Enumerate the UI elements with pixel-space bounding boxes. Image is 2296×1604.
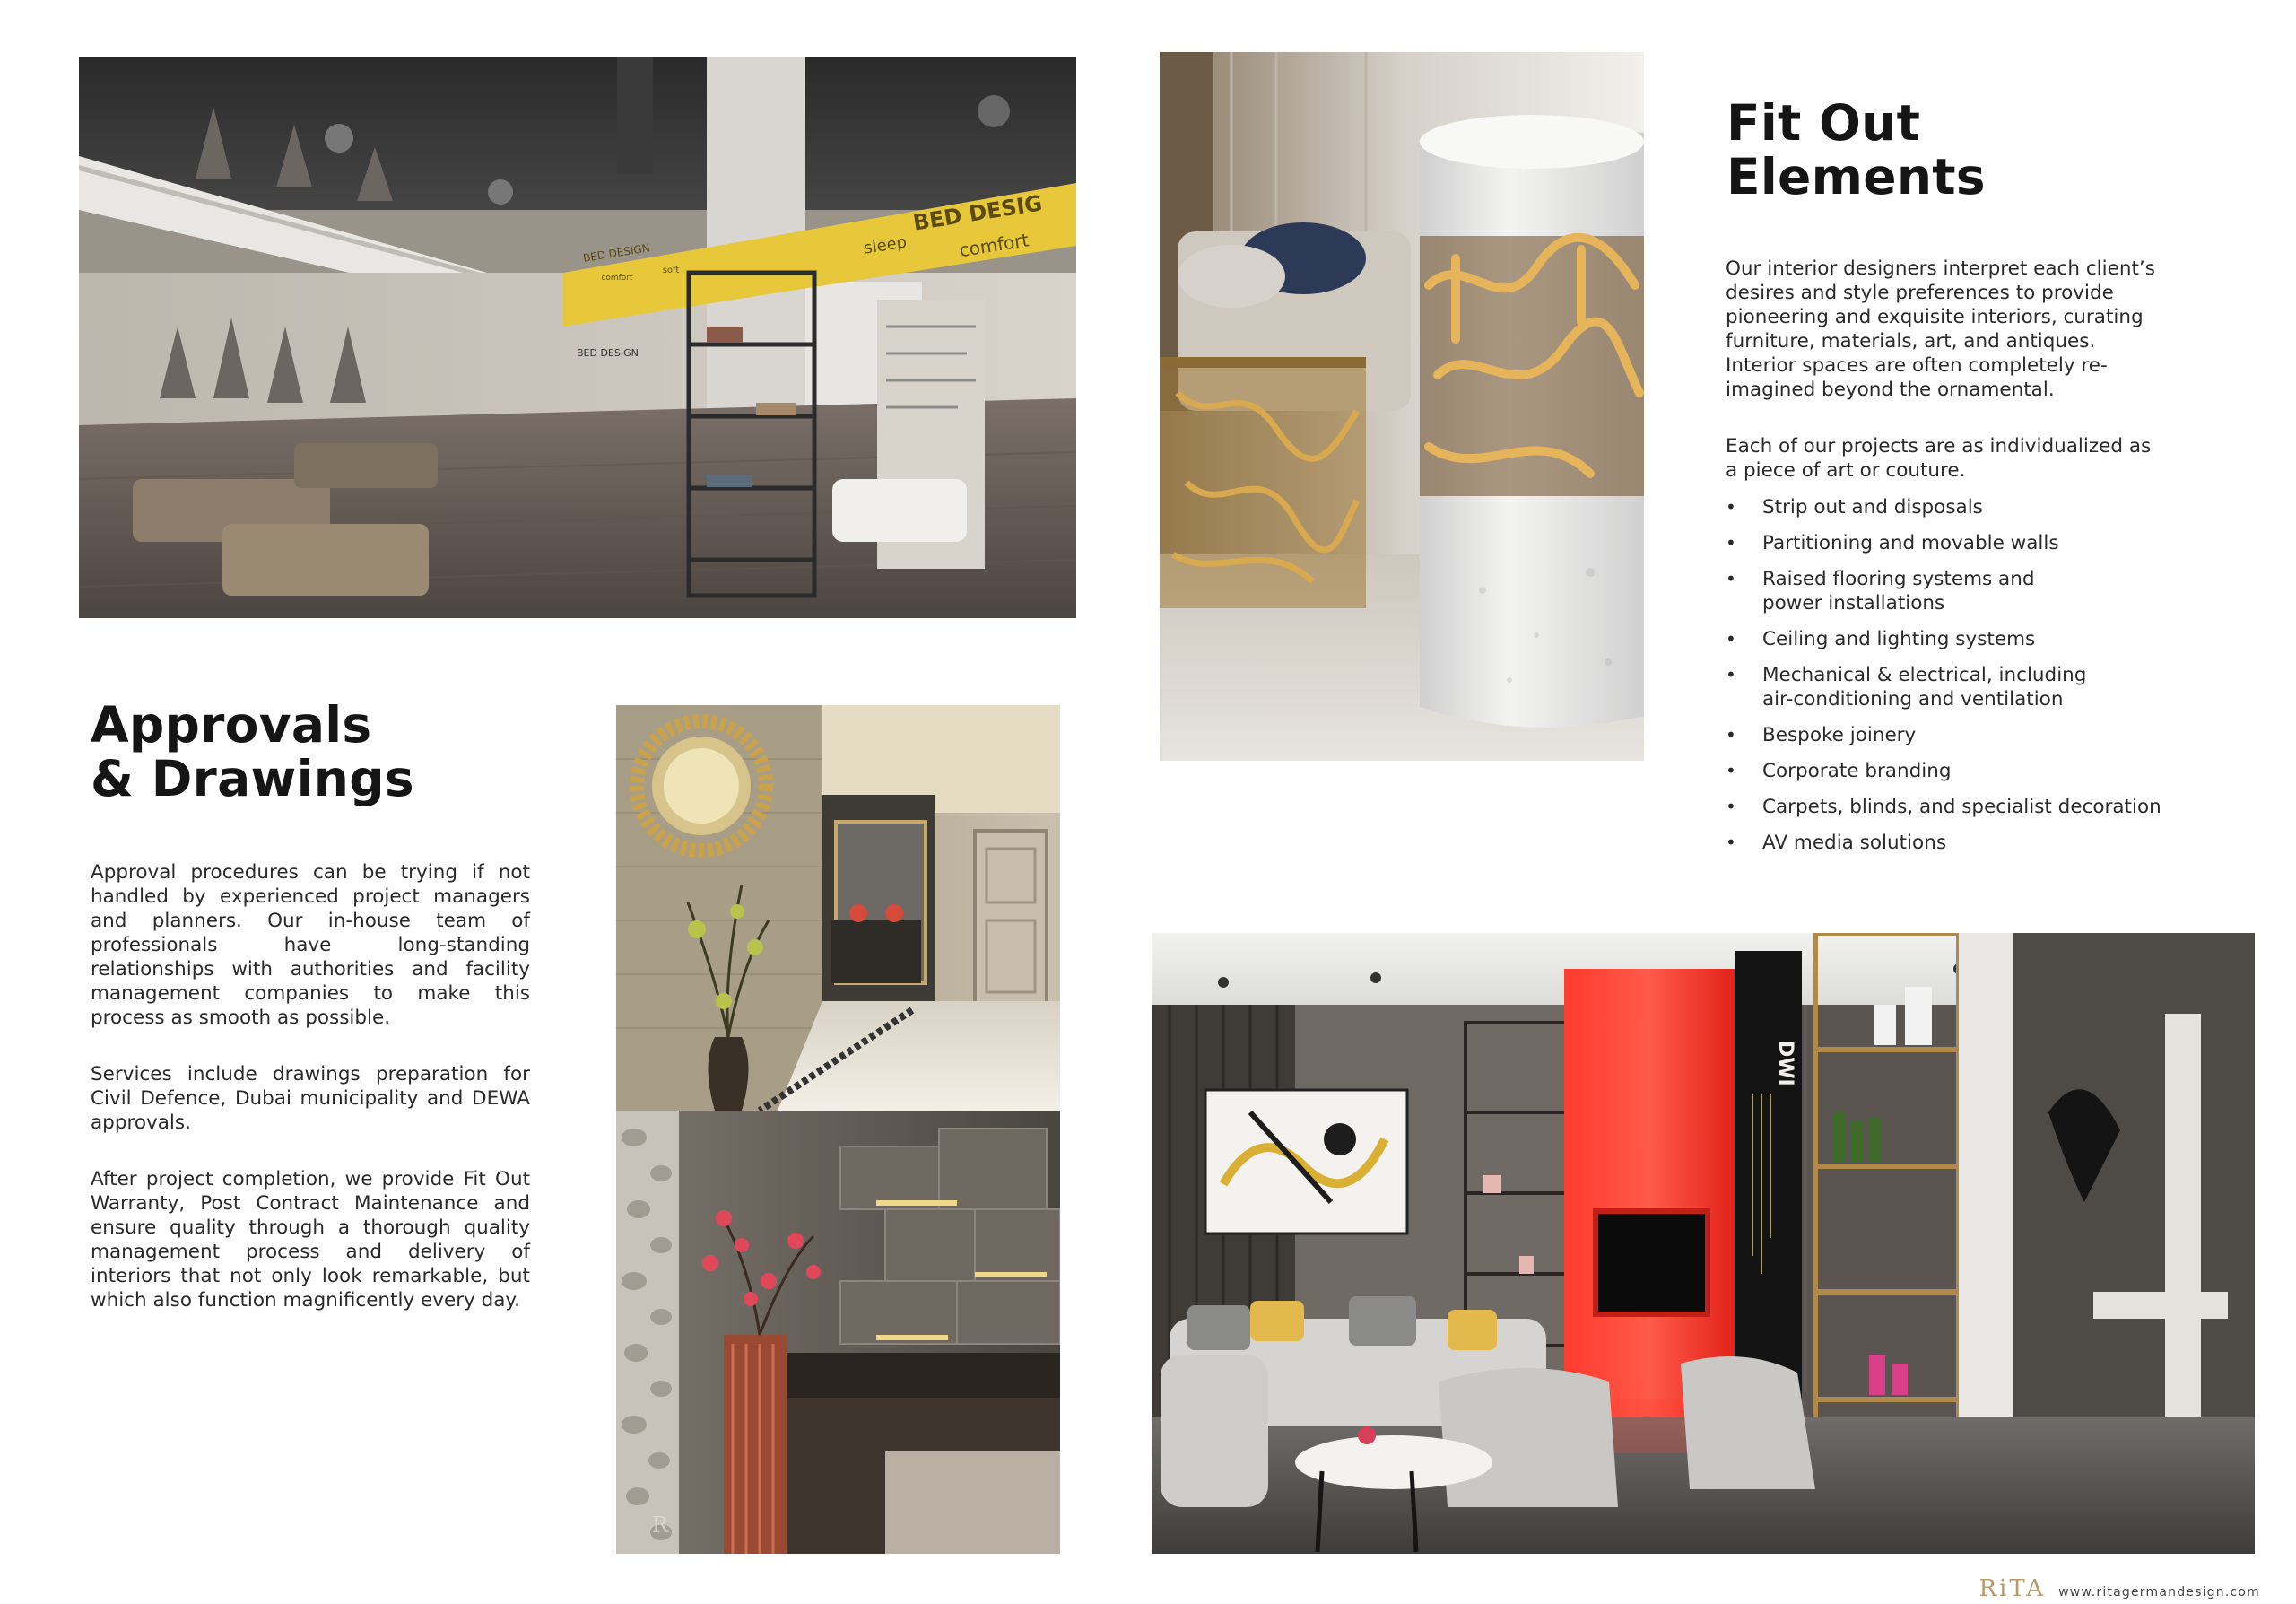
list-item: • Carpets, blinds, and specialist decoration <box>1726 795 2228 819</box>
wall-sign-text: BED DESIGN <box>577 347 639 359</box>
approvals-paragraph-2: Services include drawings preparation for Civil Defence, Dubai municipality and DEWA approvals. <box>91 1063 530 1134</box>
list-item: • Bespoke joinery <box>1726 723 2228 747</box>
fit-out-paragraph-2: Each of our projects are as individualized as a piece of art or couture. <box>1726 435 2152 482</box>
svg-text:R: R <box>652 1512 669 1538</box>
sign-soft-text: soft <box>662 266 680 275</box>
sign-sleep-text: sleep <box>862 232 909 258</box>
column-logo-text: DWI <box>1774 1041 1796 1086</box>
list-item: • Raised flooring systems and power installations <box>1726 567 2228 615</box>
approvals-heading <box>91 698 414 806</box>
sign-main-text: BED DESIG <box>911 190 1044 236</box>
brand-logo: RiTA <box>1979 1575 2047 1602</box>
list-item: • AV media solutions <box>1726 831 2228 855</box>
stone-bar-photo <box>616 1111 1060 1554</box>
approvals-paragraph-3: After project completion, we provide Fit Out Warranty, Post Contract Maintenance and ensure quality through a thorough quality management process and delivery of interiors that not only look remarkable, but which also function magnificently every day. <box>91 1168 530 1312</box>
approvals-heading-line1: Approvals <box>91 696 372 754</box>
bathroom-photo <box>616 705 1060 1111</box>
list-item: • Mechanical & electrical, including air-conditioning and ventilation <box>1726 663 2228 711</box>
fit-out-heading <box>1726 96 1986 204</box>
website-url[interactable]: www.ritagermandesign.com <box>2058 1585 2260 1600</box>
list-item: • Strip out and disposals <box>1726 495 2228 519</box>
red-lounge-photo <box>1152 933 2255 1554</box>
sign-comfort-text: comfort <box>957 229 1031 262</box>
fit-out-heading-line2: Elements <box>1726 148 1986 205</box>
approvals-heading-line2: & Drawings <box>91 750 414 807</box>
approvals-description <box>91 860 530 1345</box>
list-item: • Ceiling and lighting systems <box>1726 627 2228 651</box>
fit-out-description <box>1726 257 2167 515</box>
marble-column-photo <box>1160 52 1644 761</box>
list-item: • Corporate branding <box>1726 759 2228 783</box>
list-item: • Partitioning and movable walls <box>1726 531 2228 555</box>
footer-brand <box>1979 1575 2260 1602</box>
fit-out-paragraph-1: Our interior designers interpret each client’s desires and style preferences to provide pioneering and exquisite interiors, curating furniture, materials, art, and antiques. Interior spaces are often completely re-imagined beyond the ornamental. <box>1726 257 2155 401</box>
sign-tiny-text: comfort <box>601 274 633 283</box>
approvals-paragraph-1: Approval procedures can be trying if not handled by experienced project managers and planners. Our in-house team of professionals have long-standing relationships with authorities and facility management companies to make this process as smooth as possible. <box>91 861 530 1029</box>
showroom-photo <box>79 57 1076 618</box>
fit-out-heading-line1: Fit Out <box>1726 94 1921 152</box>
sign-small-text: BED DESIGN <box>582 241 651 265</box>
fit-out-elements-list <box>1726 495 2228 867</box>
